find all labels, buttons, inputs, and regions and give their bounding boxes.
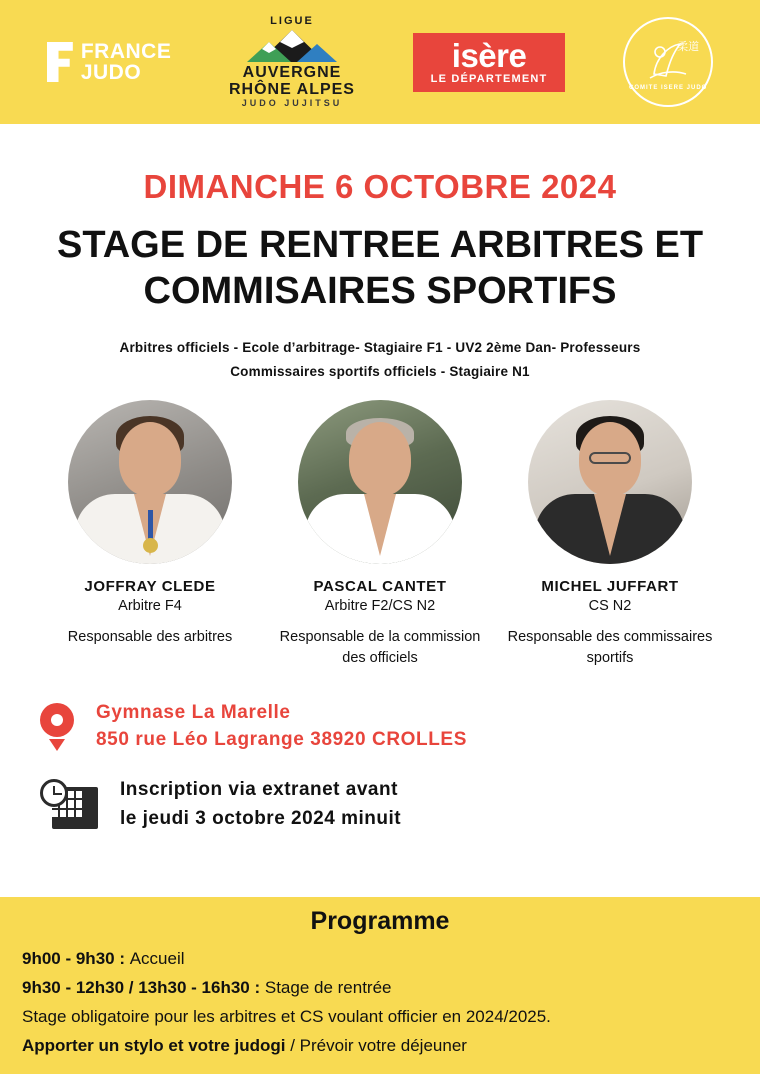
venue-address: 850 rue Léo Lagrange 38920 CROLLES	[96, 729, 467, 750]
map-pin-icon	[40, 703, 74, 749]
registration-text	[120, 775, 401, 833]
page-title-line1: STAGE DE RENTREE ARBITRES ET	[56, 224, 704, 266]
logo-comite-isere-judo: 柔道 COMITE ISERE JUDO	[623, 17, 713, 107]
programme-row	[22, 1002, 738, 1031]
info-section	[0, 699, 760, 833]
page-title	[0, 222, 760, 314]
person-responsibility: Responsable des arbitres	[67, 629, 233, 645]
person-responsibility: Responsable des commissaires sportifs	[507, 629, 713, 666]
programme-section	[0, 897, 760, 1074]
person-role: Arbitre F2/CS N2	[324, 598, 436, 614]
registration-row	[40, 775, 760, 833]
header-logo-band	[0, 0, 760, 124]
avatar	[68, 400, 232, 564]
avatar	[298, 400, 462, 564]
person-role: CS N2	[588, 598, 632, 614]
person-card	[46, 400, 254, 669]
person-card	[506, 400, 714, 669]
programme-row	[22, 944, 738, 973]
programme-title: Programme	[310, 907, 450, 935]
programme-row	[22, 1031, 738, 1060]
programme-row	[22, 973, 738, 1002]
event-date: DIMANCHE 6 OCTOBRE 2024	[143, 168, 617, 205]
registration-line-1: Inscription via extranet avant	[120, 779, 398, 800]
programme-row-label: Stage de rentrée	[264, 978, 392, 997]
programme-row-label: Stage obligatoire pour les arbitres et CS voulant officier en 2024/2025.	[22, 1007, 551, 1026]
person-card	[276, 400, 484, 669]
programme-row-time: 9h30 - 12h30 / 13h30 - 16h30 :	[22, 978, 265, 997]
programme-row-label: / Prévoir votre déjeuner	[290, 1036, 467, 1055]
audience-line-1: Arbitres officiels - Ecole d’arbitrage- Stagiaire F1 - UV2 2ème Dan- Professeurs	[119, 340, 641, 355]
programme-row-label: Accueil	[129, 949, 185, 968]
france-judo-mark-icon	[47, 42, 73, 82]
france-judo-wordmark: FRANCE JUDO	[80, 40, 172, 84]
logo-france-judo	[47, 41, 172, 83]
avatar	[528, 400, 692, 564]
venue-name: Gymnase La Marelle	[96, 702, 291, 723]
programme-row-time: 9h00 - 9h30 :	[22, 949, 130, 968]
registration-line-2: le jeudi 3 octobre 2024 minuit	[120, 808, 402, 829]
mountain-icon	[233, 28, 351, 64]
location-row	[40, 699, 760, 753]
clock-calendar-icon	[40, 779, 98, 829]
people-list	[0, 400, 760, 669]
page-title-line2: COMMISAIRES SPORTIFS	[143, 270, 617, 312]
person-name: PASCAL CANTET	[313, 578, 447, 595]
person-role: Arbitre F4	[118, 598, 182, 614]
audience-line-2: Commissaires sportifs officiels - Stagiaire N1	[230, 364, 530, 379]
logo-ligue-aura: LIGUE AUVERGNE RHÔNE ALPES JUDO JUJITSU	[229, 14, 355, 108]
audience-note	[0, 336, 760, 384]
person-name: MICHEL JUFFART	[541, 578, 679, 595]
person-name: JOFFRAY CLEDE	[84, 578, 216, 595]
location-text	[96, 699, 467, 753]
programme-row-time: Apporter un stylo et votre judogi	[22, 1036, 291, 1055]
logo-isere-departement: isère LE DÉPARTEMENT	[413, 33, 566, 92]
person-responsibility: Responsable de la commission des officiels	[279, 629, 481, 666]
